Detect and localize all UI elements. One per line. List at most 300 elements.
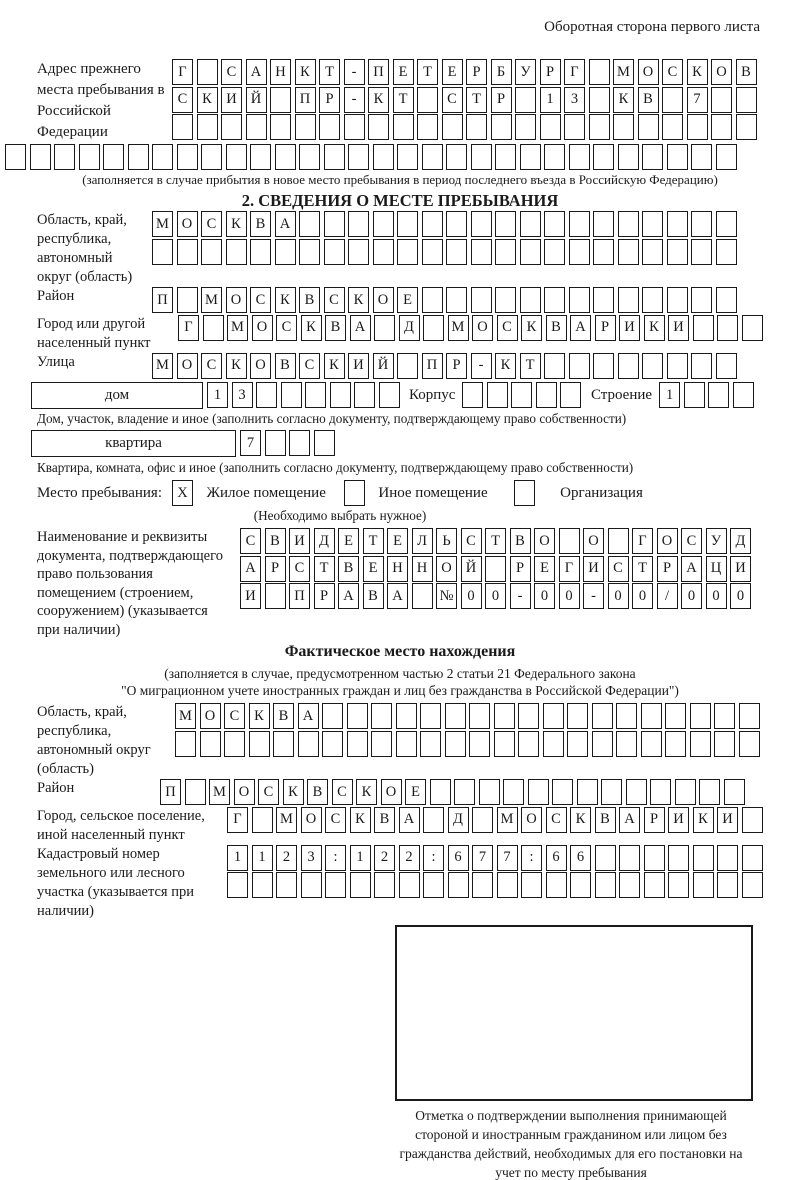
char-cell: О (301, 807, 322, 833)
empty-char-cell (495, 211, 516, 237)
empty-char-cell (589, 87, 610, 113)
empty-char-cell (221, 114, 242, 140)
actual-location-note1: (заполняется в случае, предусмотренном частью 2 статьи 21 Федерального закона (164, 666, 636, 681)
empty-char-cell (717, 315, 738, 341)
char-cell: А (240, 556, 261, 582)
char-cell: В (307, 779, 328, 805)
empty-char-cell (552, 779, 573, 805)
char-cell: Й (246, 87, 267, 113)
empty-char-cell (197, 114, 218, 140)
char-cell: 0 (706, 583, 727, 609)
char-cell: Е (338, 528, 359, 554)
empty-char-cell (487, 382, 508, 408)
char-cell: Т (485, 528, 506, 554)
empty-char-cell (589, 114, 610, 140)
empty-char-cell (650, 779, 671, 805)
char-cell: И (619, 315, 640, 341)
char-cell: К (249, 703, 270, 729)
empty-char-cell (518, 703, 539, 729)
char-cell: К (301, 315, 322, 341)
char-cell: - (344, 87, 365, 113)
char-cell: В (265, 528, 286, 554)
empty-char-cell (716, 239, 737, 265)
char-cell: 3 (301, 845, 322, 871)
char-cell: 3 (564, 87, 585, 113)
char-cell: К (275, 287, 296, 313)
char-cell: С (221, 59, 242, 85)
cadastre-rows (227, 845, 766, 900)
empty-char-cell (589, 59, 610, 85)
empty-char-cell (514, 480, 535, 506)
empty-char-cell (420, 703, 441, 729)
district-label: Район (37, 288, 75, 304)
empty-char-cell (265, 430, 286, 456)
empty-char-cell (301, 872, 322, 898)
char-cell: М (276, 807, 297, 833)
empty-char-cell (422, 211, 443, 237)
empty-char-cell (177, 287, 198, 313)
empty-char-cell (446, 211, 467, 237)
empty-char-cell (742, 315, 763, 341)
empty-char-cell (299, 211, 320, 237)
char-cell: Р (644, 807, 665, 833)
empty-char-cell (717, 845, 738, 871)
empty-char-cell (642, 239, 663, 265)
empty-char-cell (570, 872, 591, 898)
empty-char-cell (422, 239, 443, 265)
char-cell: О (373, 287, 394, 313)
empty-char-cell (520, 287, 541, 313)
char-cell: Г (632, 528, 653, 554)
empty-char-cell (593, 144, 614, 170)
empty-char-cell (544, 287, 565, 313)
apartment-type-box: квартира (31, 430, 236, 457)
char-cell: И (583, 556, 604, 582)
empty-char-cell (543, 731, 564, 757)
empty-char-cell (739, 731, 760, 757)
char-cell: О (177, 353, 198, 379)
char-cell: Г (559, 556, 580, 582)
prev-address-row2 (172, 87, 760, 113)
char-cell: П (422, 353, 443, 379)
char-cell: К (226, 353, 247, 379)
empty-char-cell (711, 114, 732, 140)
prev-address-note: (заполняется в случае прибытия в новое место пребывания в период последнего въезда в Российскую Федерацию) (82, 172, 718, 187)
empty-char-cell (736, 114, 757, 140)
char-cell: 7 (687, 87, 708, 113)
empty-char-cell (479, 779, 500, 805)
char-cell: К (687, 59, 708, 85)
char-cell: К (350, 807, 371, 833)
house-note: Дом, участок, владение и иное (заполнить согласно документу, подтверждающему право собственности) (37, 411, 627, 426)
empty-char-cell (675, 779, 696, 805)
section2-title: 2. СВЕДЕНИЯ О МЕСТЕ ПРЕБЫВАНИЯ (241, 191, 559, 210)
char-cell: 0 (559, 583, 580, 609)
empty-char-cell (592, 703, 613, 729)
empty-char-cell (252, 872, 273, 898)
empty-char-cell (226, 144, 247, 170)
empty-char-cell (397, 353, 418, 379)
empty-char-cell (200, 731, 221, 757)
empty-char-cell (299, 144, 320, 170)
empty-char-cell (270, 114, 291, 140)
char-cell: К (197, 87, 218, 113)
empty-char-cell (717, 872, 738, 898)
empty-char-cell (250, 239, 271, 265)
empty-char-cell (536, 382, 557, 408)
char-cell: У (515, 59, 536, 85)
empty-char-cell (667, 144, 688, 170)
char-cell: Д (399, 315, 420, 341)
empty-char-cell (667, 353, 688, 379)
char-cell: К (348, 287, 369, 313)
char-cell: В (374, 807, 395, 833)
document-row2 (240, 556, 755, 582)
actual-district-block (0, 779, 800, 807)
empty-char-cell (691, 144, 712, 170)
actual-district-label: Район (37, 780, 75, 796)
char-cell: Й (373, 353, 394, 379)
empty-char-cell (423, 807, 444, 833)
empty-char-cell (618, 211, 639, 237)
empty-char-cell (714, 703, 735, 729)
empty-char-cell (275, 144, 296, 170)
char-cell: М (227, 315, 248, 341)
char-cell: С (172, 87, 193, 113)
char-cell: В (338, 556, 359, 582)
empty-char-cell (379, 382, 400, 408)
district-block (0, 287, 800, 315)
empty-char-cell (330, 382, 351, 408)
empty-char-cell (642, 287, 663, 313)
empty-char-cell (733, 382, 754, 408)
house-number-row (207, 382, 403, 408)
empty-char-cell (471, 287, 492, 313)
empty-char-cell (175, 731, 196, 757)
char-cell: Д (448, 807, 469, 833)
empty-char-cell (520, 211, 541, 237)
actual-city-block (0, 807, 800, 845)
char-cell: 6 (448, 845, 469, 871)
empty-char-cell (472, 872, 493, 898)
empty-char-cell (564, 114, 585, 140)
empty-char-cell (638, 114, 659, 140)
empty-char-cell (642, 144, 663, 170)
char-cell: Д (314, 528, 335, 554)
char-cell: Р (595, 315, 616, 341)
empty-char-cell (618, 239, 639, 265)
char-cell: 7 (497, 845, 518, 871)
empty-char-cell (197, 59, 218, 85)
empty-char-cell (642, 353, 663, 379)
empty-char-cell (518, 731, 539, 757)
empty-char-cell (520, 144, 541, 170)
empty-char-cell (616, 703, 637, 729)
house-type-box: дом (31, 382, 203, 409)
empty-char-cell (445, 703, 466, 729)
empty-char-cell (690, 703, 711, 729)
empty-char-cell (641, 731, 662, 757)
char-cell: М (201, 287, 222, 313)
empty-char-cell (371, 703, 392, 729)
char-cell: 0 (608, 583, 629, 609)
empty-char-cell (691, 211, 712, 237)
empty-char-cell (466, 114, 487, 140)
char-cell: П (368, 59, 389, 85)
char-cell: И (348, 353, 369, 379)
empty-char-cell (305, 382, 326, 408)
empty-char-cell (742, 845, 763, 871)
char-cell: С (332, 779, 353, 805)
region-row1 (152, 211, 740, 237)
region-row2 (152, 239, 740, 265)
char-cell: : (521, 845, 542, 871)
char-cell: В (510, 528, 531, 554)
document-row1 (240, 528, 755, 554)
empty-char-cell (543, 703, 564, 729)
char-cell: К (226, 211, 247, 237)
empty-char-cell (374, 315, 395, 341)
document-label: Наименование и реквизиты документа, подтверждающего право пользования помещением (строением, сооружением) (указывается при наличии) (37, 529, 223, 638)
empty-char-cell (276, 872, 297, 898)
empty-char-cell (471, 144, 492, 170)
prev-address-rows (172, 59, 760, 142)
empty-char-cell (371, 731, 392, 757)
empty-char-cell (592, 731, 613, 757)
empty-char-cell (172, 114, 193, 140)
prev-address-row4 (5, 144, 800, 170)
house-block (0, 382, 800, 409)
empty-char-cell (201, 239, 222, 265)
char-cell: Р (446, 353, 467, 379)
char-cell: 0 (730, 583, 751, 609)
empty-char-cell (716, 211, 737, 237)
empty-char-cell (412, 583, 433, 609)
char-cell: Т (393, 87, 414, 113)
prev-address-block (0, 59, 800, 143)
char-cell: Т (319, 59, 340, 85)
empty-char-cell (593, 353, 614, 379)
char-cell: Т (632, 556, 653, 582)
char-cell: В (736, 59, 757, 85)
empty-char-cell (714, 731, 735, 757)
char-cell: Г (227, 807, 248, 833)
empty-char-cell (368, 114, 389, 140)
char-cell: К (613, 87, 634, 113)
empty-char-cell (252, 807, 273, 833)
confirmation-stamp-box (395, 925, 753, 1101)
char-cell: С (258, 779, 279, 805)
char-cell: К (570, 807, 591, 833)
empty-char-cell (325, 872, 346, 898)
empty-char-cell (569, 144, 590, 170)
char-cell: - (471, 353, 492, 379)
char-cell: А (399, 807, 420, 833)
char-cell: Р (314, 583, 335, 609)
char-cell: Р (657, 556, 678, 582)
char-cell: П (289, 583, 310, 609)
empty-char-cell (471, 239, 492, 265)
char-cell: 1 (540, 87, 561, 113)
char-cell: 0 (485, 583, 506, 609)
char-cell: Г (172, 59, 193, 85)
empty-char-cell (736, 87, 757, 113)
empty-char-cell (544, 144, 565, 170)
char-cell: С (546, 807, 567, 833)
empty-char-cell (613, 114, 634, 140)
empty-char-cell (396, 731, 417, 757)
char-cell: : (325, 845, 346, 871)
char-cell: С (324, 287, 345, 313)
char-cell: В (546, 315, 567, 341)
empty-char-cell (521, 872, 542, 898)
empty-char-cell (690, 731, 711, 757)
empty-char-cell (417, 114, 438, 140)
empty-char-cell (322, 703, 343, 729)
empty-char-cell (399, 872, 420, 898)
char-cell: М (497, 807, 518, 833)
char-cell: М (209, 779, 230, 805)
empty-char-cell (454, 779, 475, 805)
char-cell: В (325, 315, 346, 341)
empty-char-cell (687, 114, 708, 140)
empty-char-cell (354, 382, 375, 408)
char-cell: И (289, 528, 310, 554)
char-cell: Н (270, 59, 291, 85)
empty-char-cell (224, 731, 245, 757)
empty-char-cell (511, 382, 532, 408)
premises-label: Место пребывания: (37, 484, 162, 501)
char-cell: 1 (659, 382, 680, 408)
char-cell: О (711, 59, 732, 85)
char-cell: 7 (240, 430, 261, 456)
char-cell: Е (534, 556, 555, 582)
char-cell: В (363, 583, 384, 609)
char-cell: С (289, 556, 310, 582)
char-cell: К (295, 59, 316, 85)
char-cell: 2 (374, 845, 395, 871)
region-block (0, 211, 800, 287)
empty-char-cell (417, 87, 438, 113)
empty-char-cell (667, 239, 688, 265)
empty-char-cell (314, 430, 335, 456)
char-cell: А (338, 583, 359, 609)
empty-char-cell (662, 114, 683, 140)
char-cell: № (436, 583, 457, 609)
empty-char-cell (515, 87, 536, 113)
premises-option-residential: Жилое помещение (206, 484, 326, 501)
char-cell: И (221, 87, 242, 113)
empty-char-cell (348, 211, 369, 237)
char-cell: О (436, 556, 457, 582)
char-cell: О (534, 528, 555, 554)
empty-char-cell (54, 144, 75, 170)
empty-char-cell (270, 87, 291, 113)
char-cell: И (240, 583, 261, 609)
cadastre-row2 (227, 872, 766, 898)
char-cell: М (152, 211, 173, 237)
empty-char-cell (667, 211, 688, 237)
char-cell: В (299, 287, 320, 313)
empty-char-cell (446, 287, 467, 313)
empty-char-cell (716, 144, 737, 170)
empty-char-cell (626, 779, 647, 805)
empty-char-cell (374, 872, 395, 898)
char-cell: 7 (472, 845, 493, 871)
premises-note: (Необходимо выбрать нужное) (253, 508, 427, 523)
char-cell: А (246, 59, 267, 85)
empty-char-cell (716, 353, 737, 379)
empty-char-cell (644, 872, 665, 898)
char-cell: : (423, 845, 444, 871)
char-cell: X (172, 480, 193, 506)
char-cell: 3 (232, 382, 253, 408)
empty-char-cell (559, 528, 580, 554)
char-cell: Л (412, 528, 433, 554)
premises-checkbox-organization (514, 480, 539, 506)
char-cell: О (250, 353, 271, 379)
empty-char-cell (462, 382, 483, 408)
char-cell: О (381, 779, 402, 805)
korpus-row (462, 382, 585, 408)
char-cell: К (324, 353, 345, 379)
street-label: Улица (37, 353, 75, 370)
empty-char-cell (485, 556, 506, 582)
empty-char-cell (469, 703, 490, 729)
empty-char-cell (668, 845, 689, 871)
empty-char-cell (693, 315, 714, 341)
char-cell: Р (319, 87, 340, 113)
char-cell: Т (520, 353, 541, 379)
empty-char-cell (608, 528, 629, 554)
document-row3 (240, 583, 755, 609)
empty-char-cell (742, 872, 763, 898)
empty-char-cell (299, 239, 320, 265)
empty-char-cell (423, 872, 444, 898)
empty-char-cell (350, 872, 371, 898)
char-cell: 1 (207, 382, 228, 408)
char-cell: П (295, 87, 316, 113)
city-label: Город или другой населенный пункт (37, 315, 151, 351)
empty-char-cell (422, 144, 443, 170)
empty-char-cell (667, 287, 688, 313)
region-rows (152, 211, 740, 266)
char-cell: К (368, 87, 389, 113)
char-cell: Т (314, 556, 335, 582)
char-cell: И (730, 556, 751, 582)
actual-region-row1 (175, 703, 763, 729)
empty-char-cell (397, 211, 418, 237)
empty-char-cell (503, 779, 524, 805)
char-cell: Т (466, 87, 487, 113)
char-cell: А (350, 315, 371, 341)
char-cell: У (706, 528, 727, 554)
empty-char-cell (324, 211, 345, 237)
char-cell: Р (510, 556, 531, 582)
empty-char-cell (319, 114, 340, 140)
char-cell: Е (405, 779, 426, 805)
empty-char-cell (430, 779, 451, 805)
char-cell: О (657, 528, 678, 554)
char-cell: - (510, 583, 531, 609)
empty-char-cell (177, 144, 198, 170)
empty-char-cell (619, 845, 640, 871)
char-cell: К (495, 353, 516, 379)
empty-char-cell (593, 211, 614, 237)
char-cell: И (668, 315, 689, 341)
empty-char-cell (497, 872, 518, 898)
document-block (0, 528, 800, 639)
